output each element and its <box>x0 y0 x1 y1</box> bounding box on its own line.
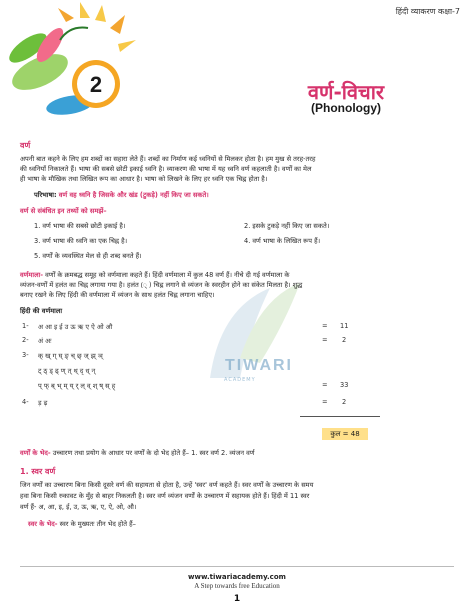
chapter-emblem <box>0 0 160 120</box>
watermark-sub: ACADEMY <box>224 377 256 383</box>
definition <box>34 191 209 200</box>
sum-rule <box>300 416 380 417</box>
page-number: 1 <box>233 594 241 604</box>
alphabet-row-chars: प् फ् ब् भ् म् य् र् ल् व् श् ष् स् ह् <box>38 382 116 390</box>
paragraph-line: की ध्वनियाँ निकालते हैं। भाषा की सबसे छोटी इकाई ध्वनि है। व्याकरण की भाषा में यह ध्वनि वर्ण कहलाती है। वर्णों का मेल <box>20 165 312 173</box>
footer-divider <box>20 566 454 567</box>
alphabet-row-chars: अ आ इ ई उ ऊ ऋ ए ऐ ओ औ <box>38 323 113 331</box>
varnamala-line: वर्णमाला- वर्णों के क्रमबद्ध समूह को वर्णमाला कहते हैं। हिंदी वर्णमाला में कुल 48 वर्ण हैं। नीचे दी गई वर्णमाला के <box>20 271 290 279</box>
definition-label: परिभाषा: <box>34 191 57 199</box>
swar-line: वर्ण हैं- अ, आ, इ, ई, उ, ऊ, ऋ, ए, ऐ, ओ, औ। <box>20 503 137 511</box>
alphabet-row-number: 4- <box>22 398 29 406</box>
swar-line: हवा बिना किसी रुकावट के मुँह से बाहर निकलती है। स्वर वर्ण व्यंजन वर्णों के उच्चारण में सहायक होते हैं। हिंदी में 11 स्वर <box>20 492 310 500</box>
facts-heading: वर्ण से संबंधित इन तथ्यों को समझें– <box>20 207 107 215</box>
bhed-line <box>20 449 255 458</box>
bhed-text: उच्चारण तथा प्रयोग के आधार पर वर्णों के दो भेद होते हैं– 1. स्वर वर्ण 2. व्यंजन वर्ण <box>52 449 255 457</box>
fact-item: 2. इसके टुकड़े नहीं किए जा सकते। <box>244 222 330 230</box>
fact-item: 3. वर्ण भाषा की ध्वनि का एक चिह्न है। <box>34 237 128 245</box>
varnamala-line: बनाए रखने के लिए हिंदी की वर्णमाला में व्यंजन के साथ हलंत चिह्न लगाना चाहिए। <box>20 291 215 299</box>
swar-bhed-line <box>28 520 136 529</box>
chapter-subtitle: (Phonology) <box>311 101 381 115</box>
fact-item: 4. वर्ण भाषा के लिखित रूप हैं। <box>244 237 321 245</box>
varnamala-label: वर्णमाला- <box>20 271 43 279</box>
alphabet-row-eq: = <box>322 336 328 344</box>
chapter-title: वर्ण-विचार <box>307 80 385 104</box>
swar-bhed-label: स्वर के भेद- <box>28 520 58 528</box>
alphabet-row-eq: = <box>322 398 328 406</box>
varnamala-line: व्यंजन-वर्णों में हलंत का चिह्न लगाया गया है। हलंत (् ) चिह्न लगाने से व्यंजन के स्वरहीन होने का संकेत मिलता है। शुद्ध <box>20 281 303 289</box>
alphabet-row-eq: = <box>322 381 328 389</box>
swar-line: जिन वर्णों का उच्चारण बिना किसी दूसरे वर्ण की सहायता से होता है, उन्हें 'स्वर' वर्ण कहते हैं। स्वर वर्णों के उच्चारण के समय <box>20 481 314 489</box>
alphabet-row-count: 2 <box>342 398 347 406</box>
footer-tagline: A Step towards free Education <box>194 582 280 590</box>
definition-text: वर्ण वह ध्वनि है जिसके और खंड (टुकड़े) नहीं किए जा सकते। <box>58 191 209 199</box>
alphabet-row-chars: ड़ ढ़ <box>38 399 48 407</box>
watermark-brand: TIWARI <box>225 357 293 374</box>
footer-url[interactable]: www.tiwariacademy.com <box>188 573 286 581</box>
alphabet-row-count: 33 <box>340 381 349 389</box>
paragraph-line: अपनी बात कहने के लिए हम शब्दों का सहारा लेते हैं। शब्दों का निर्माण कई ध्वनियों से मिलकर होता है। हम मुख से तरह-तरह <box>20 155 316 163</box>
alphabet-row-chars: ट् ठ् ड् ढ् ण् त् थ् द् ध् न् <box>38 367 96 375</box>
bhed-label: वर्णों के भेद- <box>20 449 51 457</box>
paragraph-line: ही भाषा के मौखिक तथा लिखित रूप का आधार है। भाषा को लिखने के लिए हर ध्वनि एक चिह्न होता है। <box>20 175 268 183</box>
alphabet-row-count: 11 <box>340 322 349 330</box>
alphabet-row-chars: अं अः <box>38 337 52 345</box>
chapter-number: 2 <box>89 72 103 97</box>
alphabet-row-eq: = <box>322 322 328 330</box>
fact-item: 1. वर्ण भाषा की सबसे छोटी इकाई है। <box>34 222 126 230</box>
total-count-box: कुल = 48 <box>322 428 368 440</box>
alphabet-table-heading: हिंदी की वर्णमाला <box>20 307 63 315</box>
swar-bhed-text: स्वर के मुख्यतः तीन भेद होते हैं– <box>59 520 136 528</box>
alphabet-row-chars: क् ख् ग् घ् ङ् च् छ् ज् झ् ञ् <box>38 352 103 360</box>
section-heading-varn: वर्ण <box>20 141 31 150</box>
sun-rays-icon <box>58 2 136 52</box>
alphabet-row-count: 2 <box>342 336 347 344</box>
fact-item: 5. वर्णों के व्यवस्थित मेल से ही शब्द बनते हैं। <box>34 252 142 260</box>
alphabet-row-number: 2- <box>22 336 29 344</box>
section-heading-swar: 1. स्वर वर्ण <box>20 467 56 476</box>
alphabet-row-number: 3- <box>22 351 29 359</box>
alphabet-row-number: 1- <box>22 322 29 330</box>
book-header: हिंदी व्याकरण कक्षा-7 <box>395 7 460 16</box>
